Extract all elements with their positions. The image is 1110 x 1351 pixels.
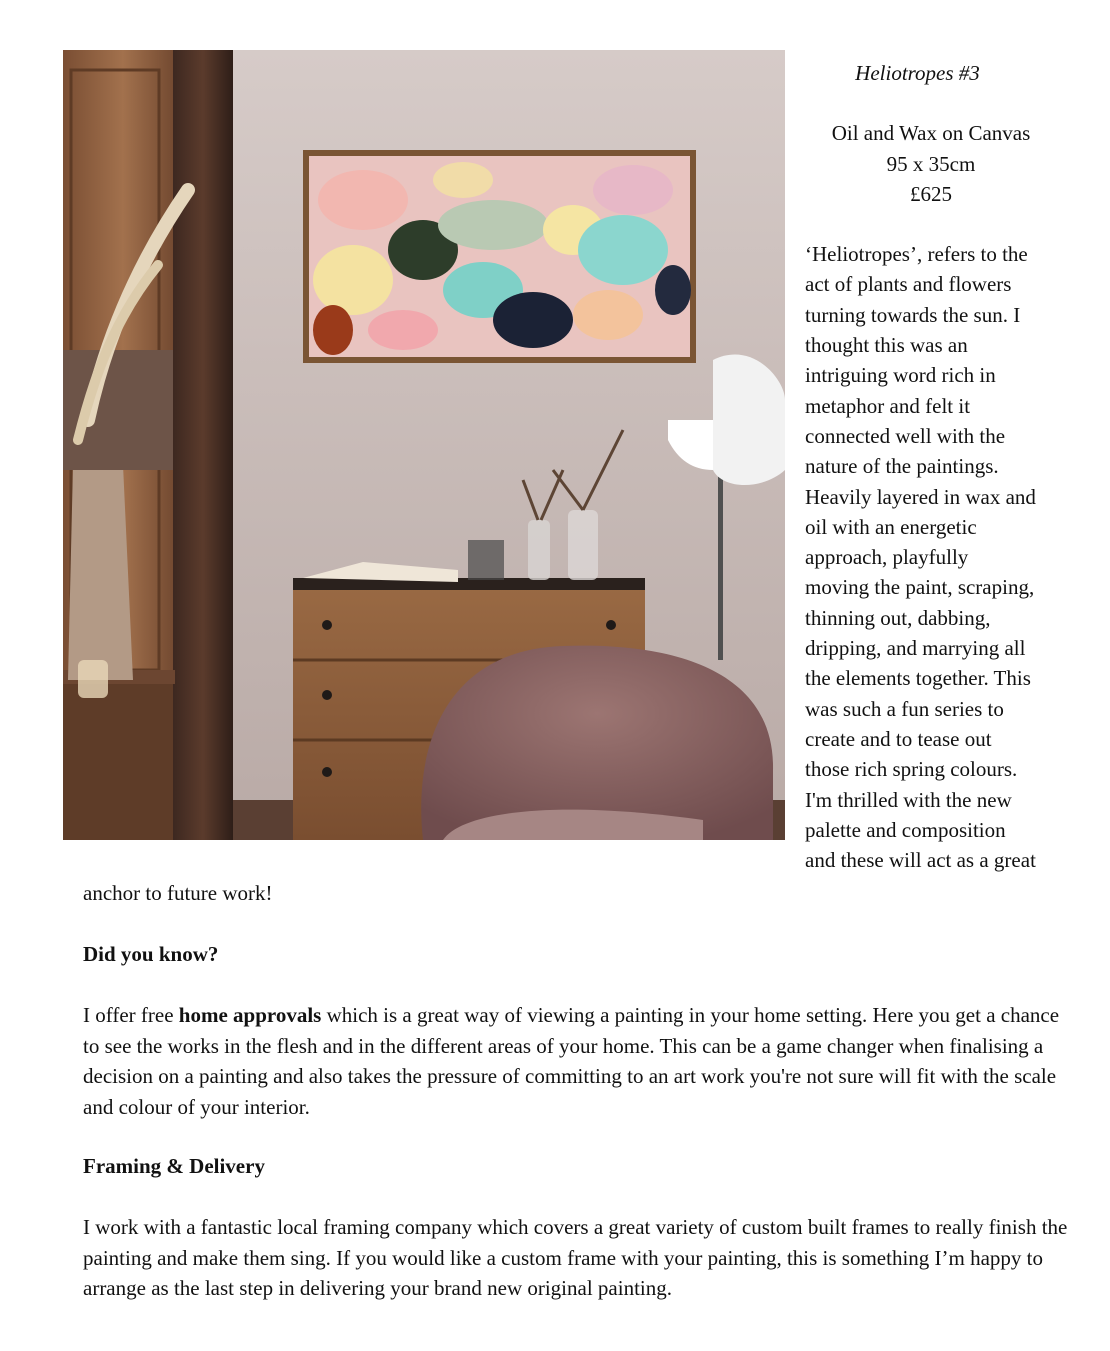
did-you-know-text-start: I offer free — [83, 1003, 179, 1027]
room-photo — [63, 50, 785, 840]
did-you-know-text-end: which is a great way of viewing a painting in your home setting. Here you get a chance to see the works in the flesh and in the different areas of your home. This can be a game changer when finalising a decision on a painting and also takes the pressure of committing to an art work you're not sure will fit with the scale and colour of your interior. — [83, 1003, 1060, 1119]
did-you-know-paragraph — [83, 1000, 1073, 1122]
description-continuation: anchor to future work! — [83, 881, 273, 905]
did-you-know-heading: Did you know? — [83, 942, 219, 966]
framing-heading: Framing & Delivery — [83, 1154, 265, 1178]
artwork-medium: Oil and Wax on Canvas — [831, 121, 1031, 146]
artwork-meta — [805, 118, 1057, 209]
framing-paragraph: I work with a fantastic local framing company which covers a great variety of custom built frames to really finish the painting and make them sing. If you would like a custom frame with your painting, this is something I’m happy to arrange as the last step in delivering your brand new original painting. — [83, 1215, 1068, 1300]
artwork-details — [805, 58, 1075, 875]
artwork-description: ‘Heliotropes’, refers to the act of plants and flowers turning towards the sun. I thought this was an intriguing word rich in metaphor and felt it connected well with the nature of the paintings. Heavily layered in wax and oil with an energetic approach, playfully moving the paint, scraping, thinning out, dabbing, dripping, and marrying all the elements together. This was such a fun series to create and to tease out those rich spring colours. I'm thrilled with the new palette and composition and these will act as a great — [805, 242, 1036, 873]
home-approvals-emphasis: home approvals — [178, 1003, 322, 1027]
artwork-price: £625 — [910, 181, 952, 206]
artwork-size: 95 x 35cm — [886, 151, 976, 176]
artwork-title: Heliotropes #3 — [855, 61, 980, 85]
